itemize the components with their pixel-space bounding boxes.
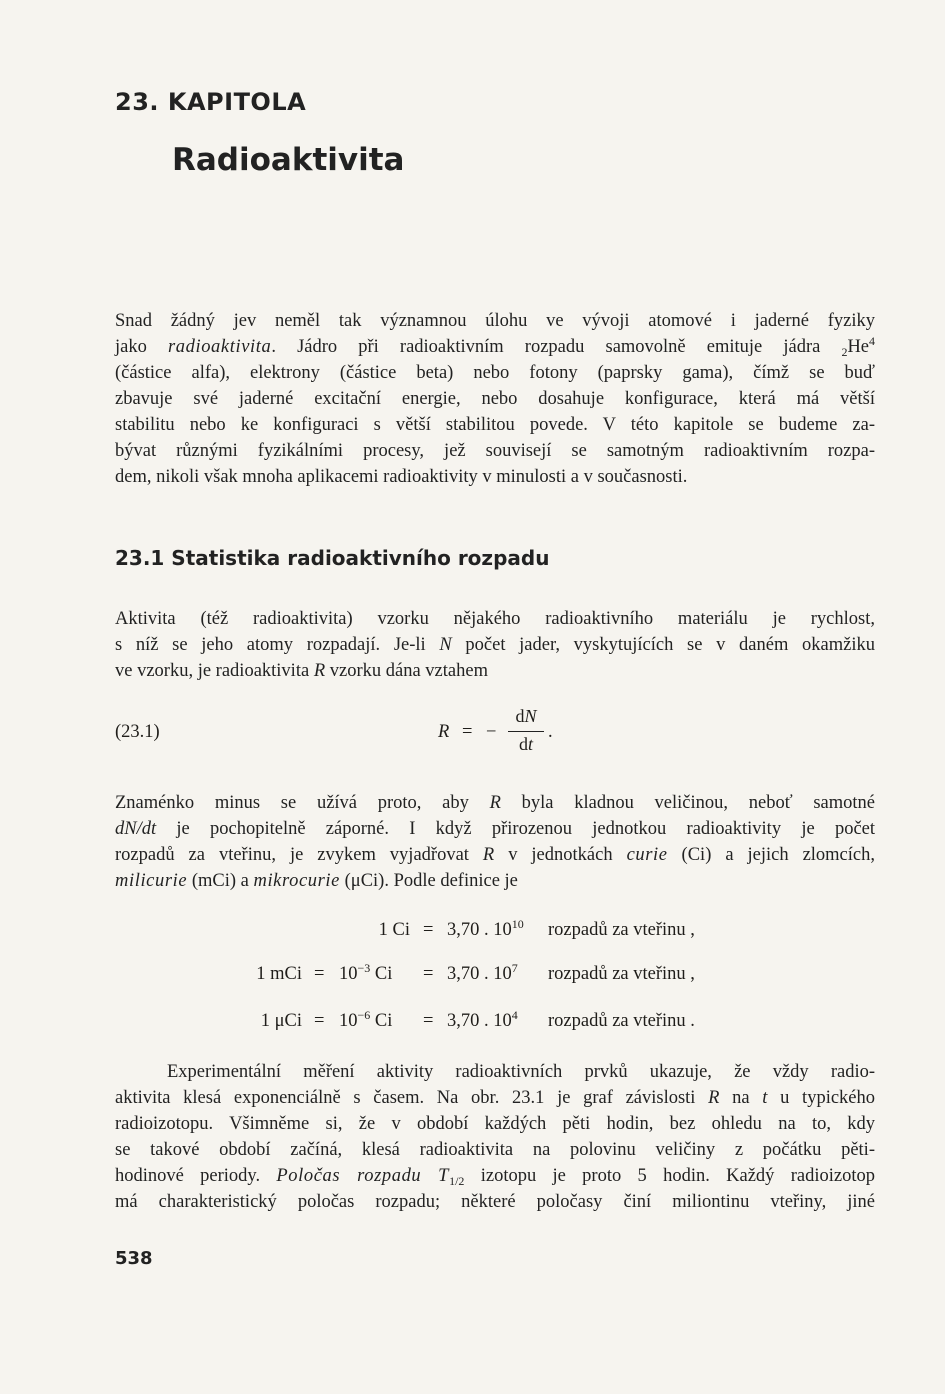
text-line: zbavuje své jaderné excitační energie, nebo dosahuje konfigurace, která má větší [115,389,875,409]
text-line: (částice alfa), elektrony (částice beta) nebo fotony (paprsky gama), čímž se buď [115,363,875,383]
unit-value: 3,70 . $10^7$ [447,961,518,984]
unit-middle: $10^{-6}$ Ci [339,1008,393,1031]
fraction-numerator: dN [515,706,537,726]
chapter-title: Radioaktivita [172,142,405,178]
equals-sign: = [314,964,325,984]
text-line: hodinové periody. Poločas rozpadu $T_{1/2}$ izotopu je proto 5 hodin. Každý radioizotop [115,1166,875,1188]
equals-sign: = [314,1011,325,1031]
text-line: dN/dt je pochopitelně záporné. I když přirozenou jednotkou radioaktivity je počet [115,819,875,839]
equation-lhs: R [438,722,450,742]
text-line: má charakteristický poločas rozpadu; některé poločasy činí miliontinu vteřiny, jiné [115,1192,875,1212]
equals-sign: = [423,920,434,940]
unit-middle: $10^{-3}$ Ci [339,961,393,984]
text-line: rozpadů za vteřinu, je zvykem vyjadřovat R v jednotkách curie (Ci) a jejich zlomcích, [115,845,875,865]
text-line: Znaménko minus se užívá proto, aby R byla kladnou veličinou, neboť samotné [115,793,876,813]
unit-lhs: 1 mCi [256,964,302,984]
equation-number: (23.1) [115,722,160,742]
unit-value: 3,70 . $10^4$ [447,1008,518,1031]
text-line: ve vzorku, je radioaktivita R vzorku dána vztahem [115,661,488,681]
text-line: radioizotopu. Všimněme si, že v období každých pěti hodin, bez ohledu na to, kdy [115,1114,875,1134]
equals-sign: = [423,964,434,984]
text-line: stabilitu nebo ke konfiguraci s větší stabilitou povede. V této kapitole se budeme za- [115,415,875,435]
minus-sign: − [486,722,497,742]
text-line: bývat různými fyzikálními procesy, jež souvisejí se samotným radioaktivním rozpa- [115,441,875,461]
unit-lhs: 1 Ci [378,920,410,940]
page-number: 538 [115,1248,153,1269]
text-line: Experimentální měření aktivity radioaktivních prvků ukazuje, že vždy radio- [167,1062,875,1082]
text-line: dem, nikoli však mnoha aplikacemi radioaktivity v minulosti a v současnosti. [115,467,688,487]
intro-paragraph [115,308,875,490]
text-line: Snad žádný jev neměl tak významnou úlohu ve vývoji atomové i jaderné fyziky [115,311,875,331]
fraction-bar [508,731,544,732]
text-line: s níž se jeho atomy rozpadají. Je-li N počet jader, vyskytujících se v daném okamžiku [115,635,876,655]
text-line: milicurie (mCi) a mikrocurie (μCi). Podle definice je [115,871,518,891]
unit-lhs: 1 μCi [260,1011,302,1031]
fraction [506,706,546,756]
paragraph-half-life [115,1059,875,1215]
fraction-denominator: dt [518,734,533,754]
equals-sign: = [462,722,473,742]
unit-text: rozpadů za vteřinu , [548,964,695,984]
chapter-label: 23. KAPITOLA [115,88,307,116]
unit-value: 3,70 . $10^{10}$ [447,917,524,940]
text-line: Aktivita (též radioaktivita) vzorku nějakého radioaktivního materiálu je rychlost, [115,609,875,629]
paragraph-units [115,790,875,894]
text-line: se takové období začíná, klesá radioaktivita na polovinu veličiny z počátku pěti- [115,1140,875,1160]
unit-text: rozpadů za vteřinu . [548,1011,695,1031]
paragraph-activity [115,606,875,684]
section-title: 23.1 Statistika radioaktivního rozpadu [115,546,550,570]
text-line: aktivita klesá exponenciálně s časem. Na obr. 23.1 je graf závislosti R na t u typického [115,1088,876,1108]
unit-text: rozpadů za vteřinu , [548,920,695,940]
text-line: jako radioaktivita. Jádro při radioaktivním rozpadu samovolně emituje jádra $_2He^4$ [115,334,876,359]
equals-sign: = [423,1011,434,1031]
equation-period: . [548,722,553,742]
